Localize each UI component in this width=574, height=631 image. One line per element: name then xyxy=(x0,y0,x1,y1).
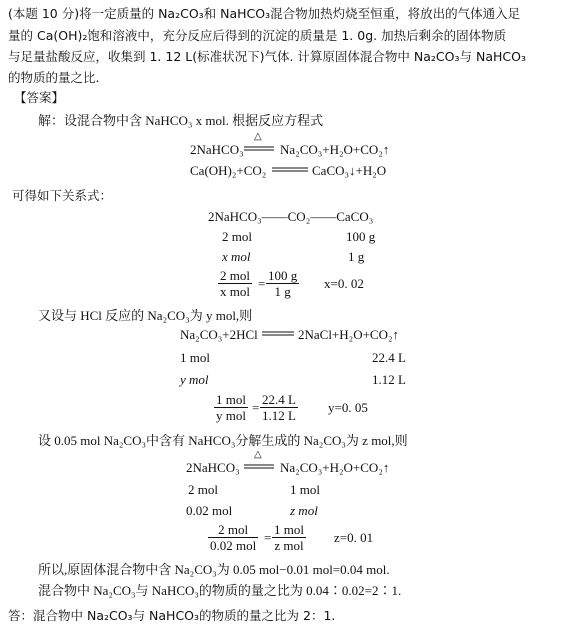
fraction-1-right-numerator: 100 g xyxy=(268,268,298,283)
rel-row2-left: x mol xyxy=(222,249,251,264)
fraction-3-left-denominator: 0.02 mol xyxy=(210,538,257,553)
fraction-2-right-numerator: 22.4 L xyxy=(262,392,296,407)
conclusion-1: 所以,原固体混合物中含 Na₂CO₃为 0.05 mol−0.01 mol=0.04 mol. xyxy=(38,562,390,577)
fraction-2-left-denominator: y mol xyxy=(216,408,246,423)
fraction-1-result: x=0. 02 xyxy=(324,276,364,291)
eq4-row2-right: z mol xyxy=(290,503,318,518)
problem-line-1: (本题 10 分)将一定质量的 Na₂CO₃和 NaHCO₃混合物加热灼烧至恒重，将放出的气体通入足 xyxy=(8,6,521,21)
fraction-1-left-denominator: x mol xyxy=(220,284,250,299)
fraction-2-left xyxy=(214,392,248,423)
eq1-left: 2NaHCO₃ xyxy=(190,142,244,157)
eq2-equals-sign xyxy=(272,167,308,173)
problem-line-2: 量的 Ca(OH)₂饱和溶液中，充分反应后得到的沉淀的质量是 1. 0g. 加热后剩余的固体物质 xyxy=(8,28,507,43)
fraction-2-equals: = xyxy=(252,400,260,415)
conclusion-2: 混合物中 Na₂CO₃与 NaHCO₃的物质的量之比为 0.04∶0.02=2∶1. xyxy=(38,583,402,598)
hcl-intro: 又设与 HCl 反应的 Na₂CO₃为 y mol,则 xyxy=(38,308,253,323)
eq2-left: Ca(OH)₂+CO₂ xyxy=(190,163,267,178)
eq3-row1-left: 1 mol xyxy=(180,350,210,365)
eq4-row1-right: 1 mol xyxy=(290,482,320,497)
answer-header: 【答案】 xyxy=(14,90,65,105)
eq4-equals-sign xyxy=(244,464,274,470)
fraction-1-left-numerator: 2 mol xyxy=(220,268,250,283)
fraction-2-right xyxy=(260,392,298,423)
rel-row1-right: 100 g xyxy=(346,229,376,244)
eq4-row2-left: 0.02 mol xyxy=(186,503,233,518)
relation-intro: 可得如下关系式： xyxy=(12,188,113,203)
decomp-intro: 设 0.05 mol Na₂CO₃中含有 NaHCO₃分解生成的 Na₂CO₃为 z mol,则 xyxy=(38,433,408,448)
relation-chain: 2NaHCO₃——CO₂——CaCO₃ xyxy=(208,209,374,224)
fraction-1-left xyxy=(218,268,252,299)
eq3-left: Na₂CO₃+2HCl xyxy=(180,327,258,342)
eq1-condition: △ xyxy=(254,131,262,142)
fraction-3-result: z=0. 01 xyxy=(334,530,374,545)
eq4-left: 2NaHCO₃ xyxy=(186,460,240,475)
eq4-row1-left: 2 mol xyxy=(188,482,218,497)
fraction-2-result: y=0. 05 xyxy=(328,400,368,415)
eq3-row2-left: y mol xyxy=(180,372,209,387)
eq3-equals-sign xyxy=(262,331,294,337)
eq3-row2-right: 1.12 L xyxy=(372,372,406,387)
fraction-2-right-denominator: 1.12 L xyxy=(262,408,296,423)
fraction-3-left-numerator: 2 mol xyxy=(208,522,258,538)
eq4-condition: △ xyxy=(254,449,262,460)
fraction-3-right-denominator: z mol xyxy=(274,538,304,553)
problem-line-4: 的物质的量之比. xyxy=(8,70,100,85)
fraction-2-left-numerator: 1 mol xyxy=(216,392,246,407)
final-answer: 答：混合物中 Na₂CO₃与 NaHCO₃的物质的量之比为 2：1. xyxy=(8,608,336,623)
eq3-right: 2NaCl+H₂O+CO₂↑ xyxy=(298,327,400,342)
fraction-3-right-numerator: 1 mol xyxy=(274,522,304,537)
fraction-3-left xyxy=(208,522,258,553)
eq1-equals-sign xyxy=(244,146,274,152)
fraction-1-right-denominator: 1 g xyxy=(274,284,291,299)
fraction-1-equals: = xyxy=(258,276,266,291)
eq3-row1-right: 22.4 L xyxy=(372,350,406,365)
eq2-right: CaCO₃↓+H₂O xyxy=(312,163,387,178)
problem-line-3: 与足量盐酸反应，收集到 1. 12 L(标准状况下)气体. 计算原固体混合物中 Na₂CO₃与 NaHCO₃ xyxy=(8,49,526,64)
fraction-1-right xyxy=(266,268,299,299)
fraction-3-right xyxy=(272,522,306,553)
rel-row1-left: 2 mol xyxy=(222,229,252,244)
solution-intro: 解：设混合物中含 NaHCO₃ x mol. 根据反应方程式 xyxy=(38,113,324,128)
eq4-right: Na₂CO₃+H₂O+CO₂↑ xyxy=(280,460,390,475)
rel-row2-right: 1 g xyxy=(348,249,365,264)
fraction-3-equals: = xyxy=(264,530,272,545)
eq1-right: Na₂CO₃+H₂O+CO₂↑ xyxy=(280,142,390,157)
